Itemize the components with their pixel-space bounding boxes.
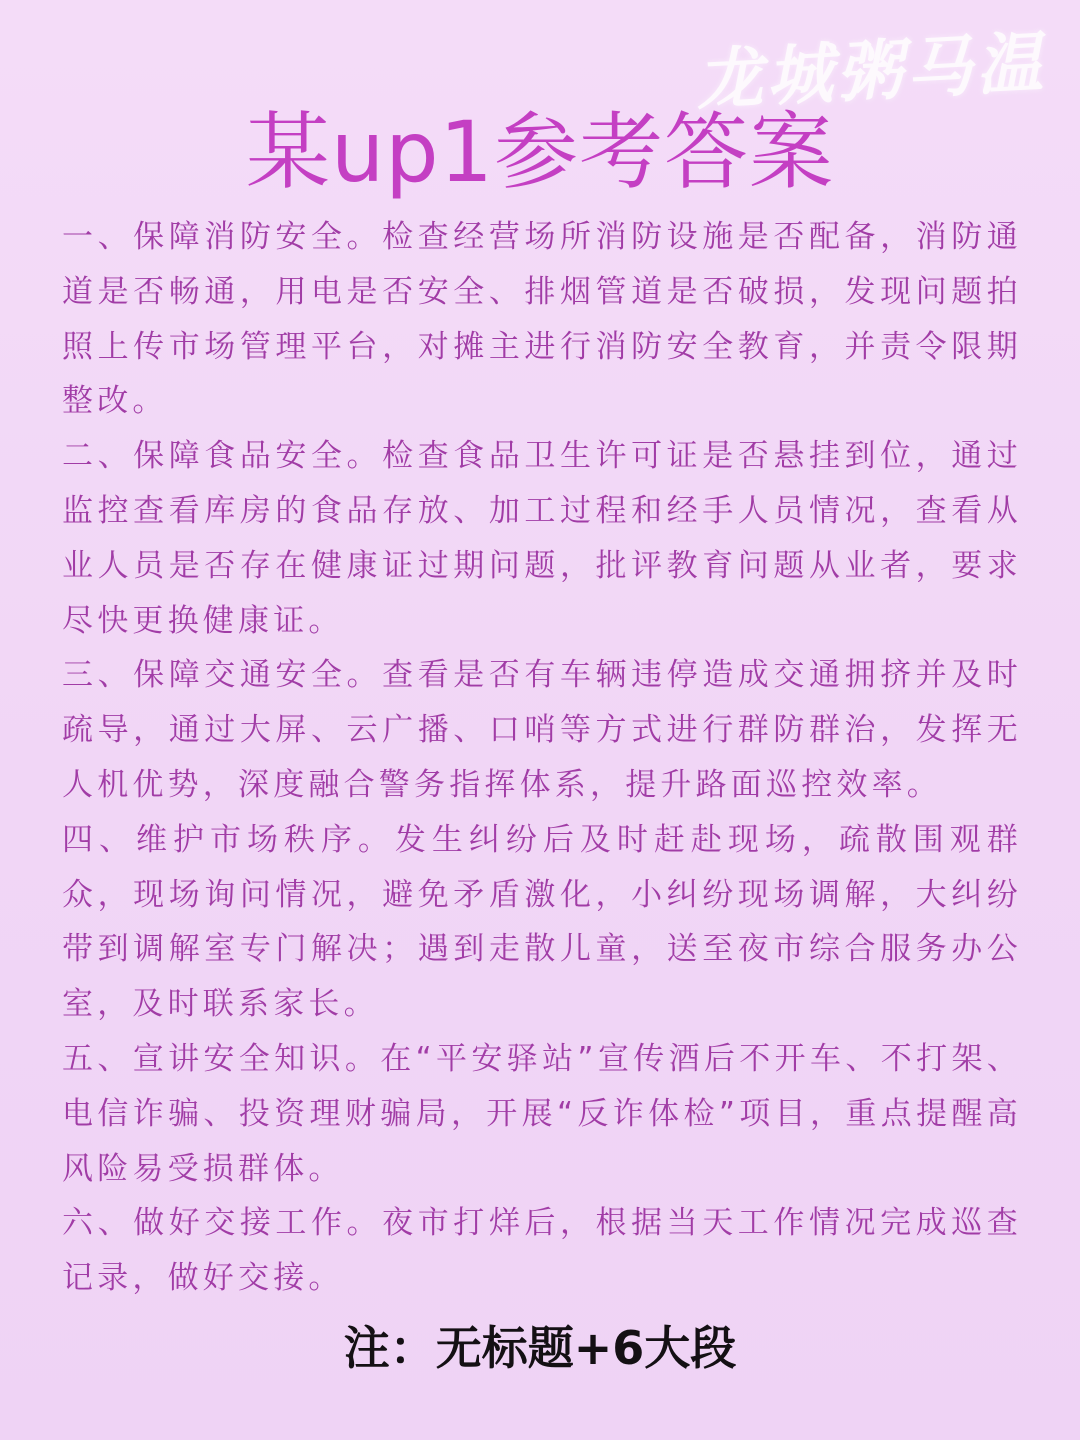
paragraph-4: 四、维护市场秩序。发生纠纷后及时赶赴现场，疏散围观群众，现场询问情况，避免矛盾激化，小纠纷现场调解，大纠纷带到调解室专门解决；遇到走散儿童，送至夜市综合服务办公室，及时联系家长。 <box>62 821 1022 1023</box>
paragraph-3: 三、保障交通安全。查看是否有车辆违停造成交通拥挤并及时疏导，通过大屏、云广播、口哨等方式进行群防群治，发挥无人机优势，深度融合警务指挥体系，提升路面巡控效率。 <box>62 657 1022 803</box>
watermark: 龙城粥马温 <box>694 23 1049 120</box>
answer-body <box>62 210 1022 1306</box>
paragraph-2: 二、保障食品安全。检查食品卫生许可证是否悬挂到位，通过监控查看库房的食品存放、加工过程和经手人员情况，查看从业人员是否存在健康证过期问题，批评教育问题从业者，要求尽快更换健康证。 <box>62 438 1022 639</box>
footer-note: 注：无标题+6大段 <box>343 1321 737 1375</box>
paragraph-5: 五、宣讲安全知识。在“平安驿站”宣传酒后不开车、不打架、电信诈骗、投资理财骗局，开展“反诈体检”项目，重点提醒高风险易受损群体。 <box>62 1040 1022 1187</box>
page-title: 某up1参考答案 <box>245 103 834 201</box>
paragraph-6: 六、做好交接工作。夜市打烊后，根据当天工作情况完成巡查记录，做好交接。 <box>62 1205 1022 1297</box>
paragraph-1: 一、保障消防安全。检查经营场所消防设施是否配备，消防通道是否畅通，用电是否安全、排烟管道是否破损，发现问题拍照上传市场管理平台，对摊主进行消防安全教育，并责令限期整改。 <box>62 219 1022 420</box>
